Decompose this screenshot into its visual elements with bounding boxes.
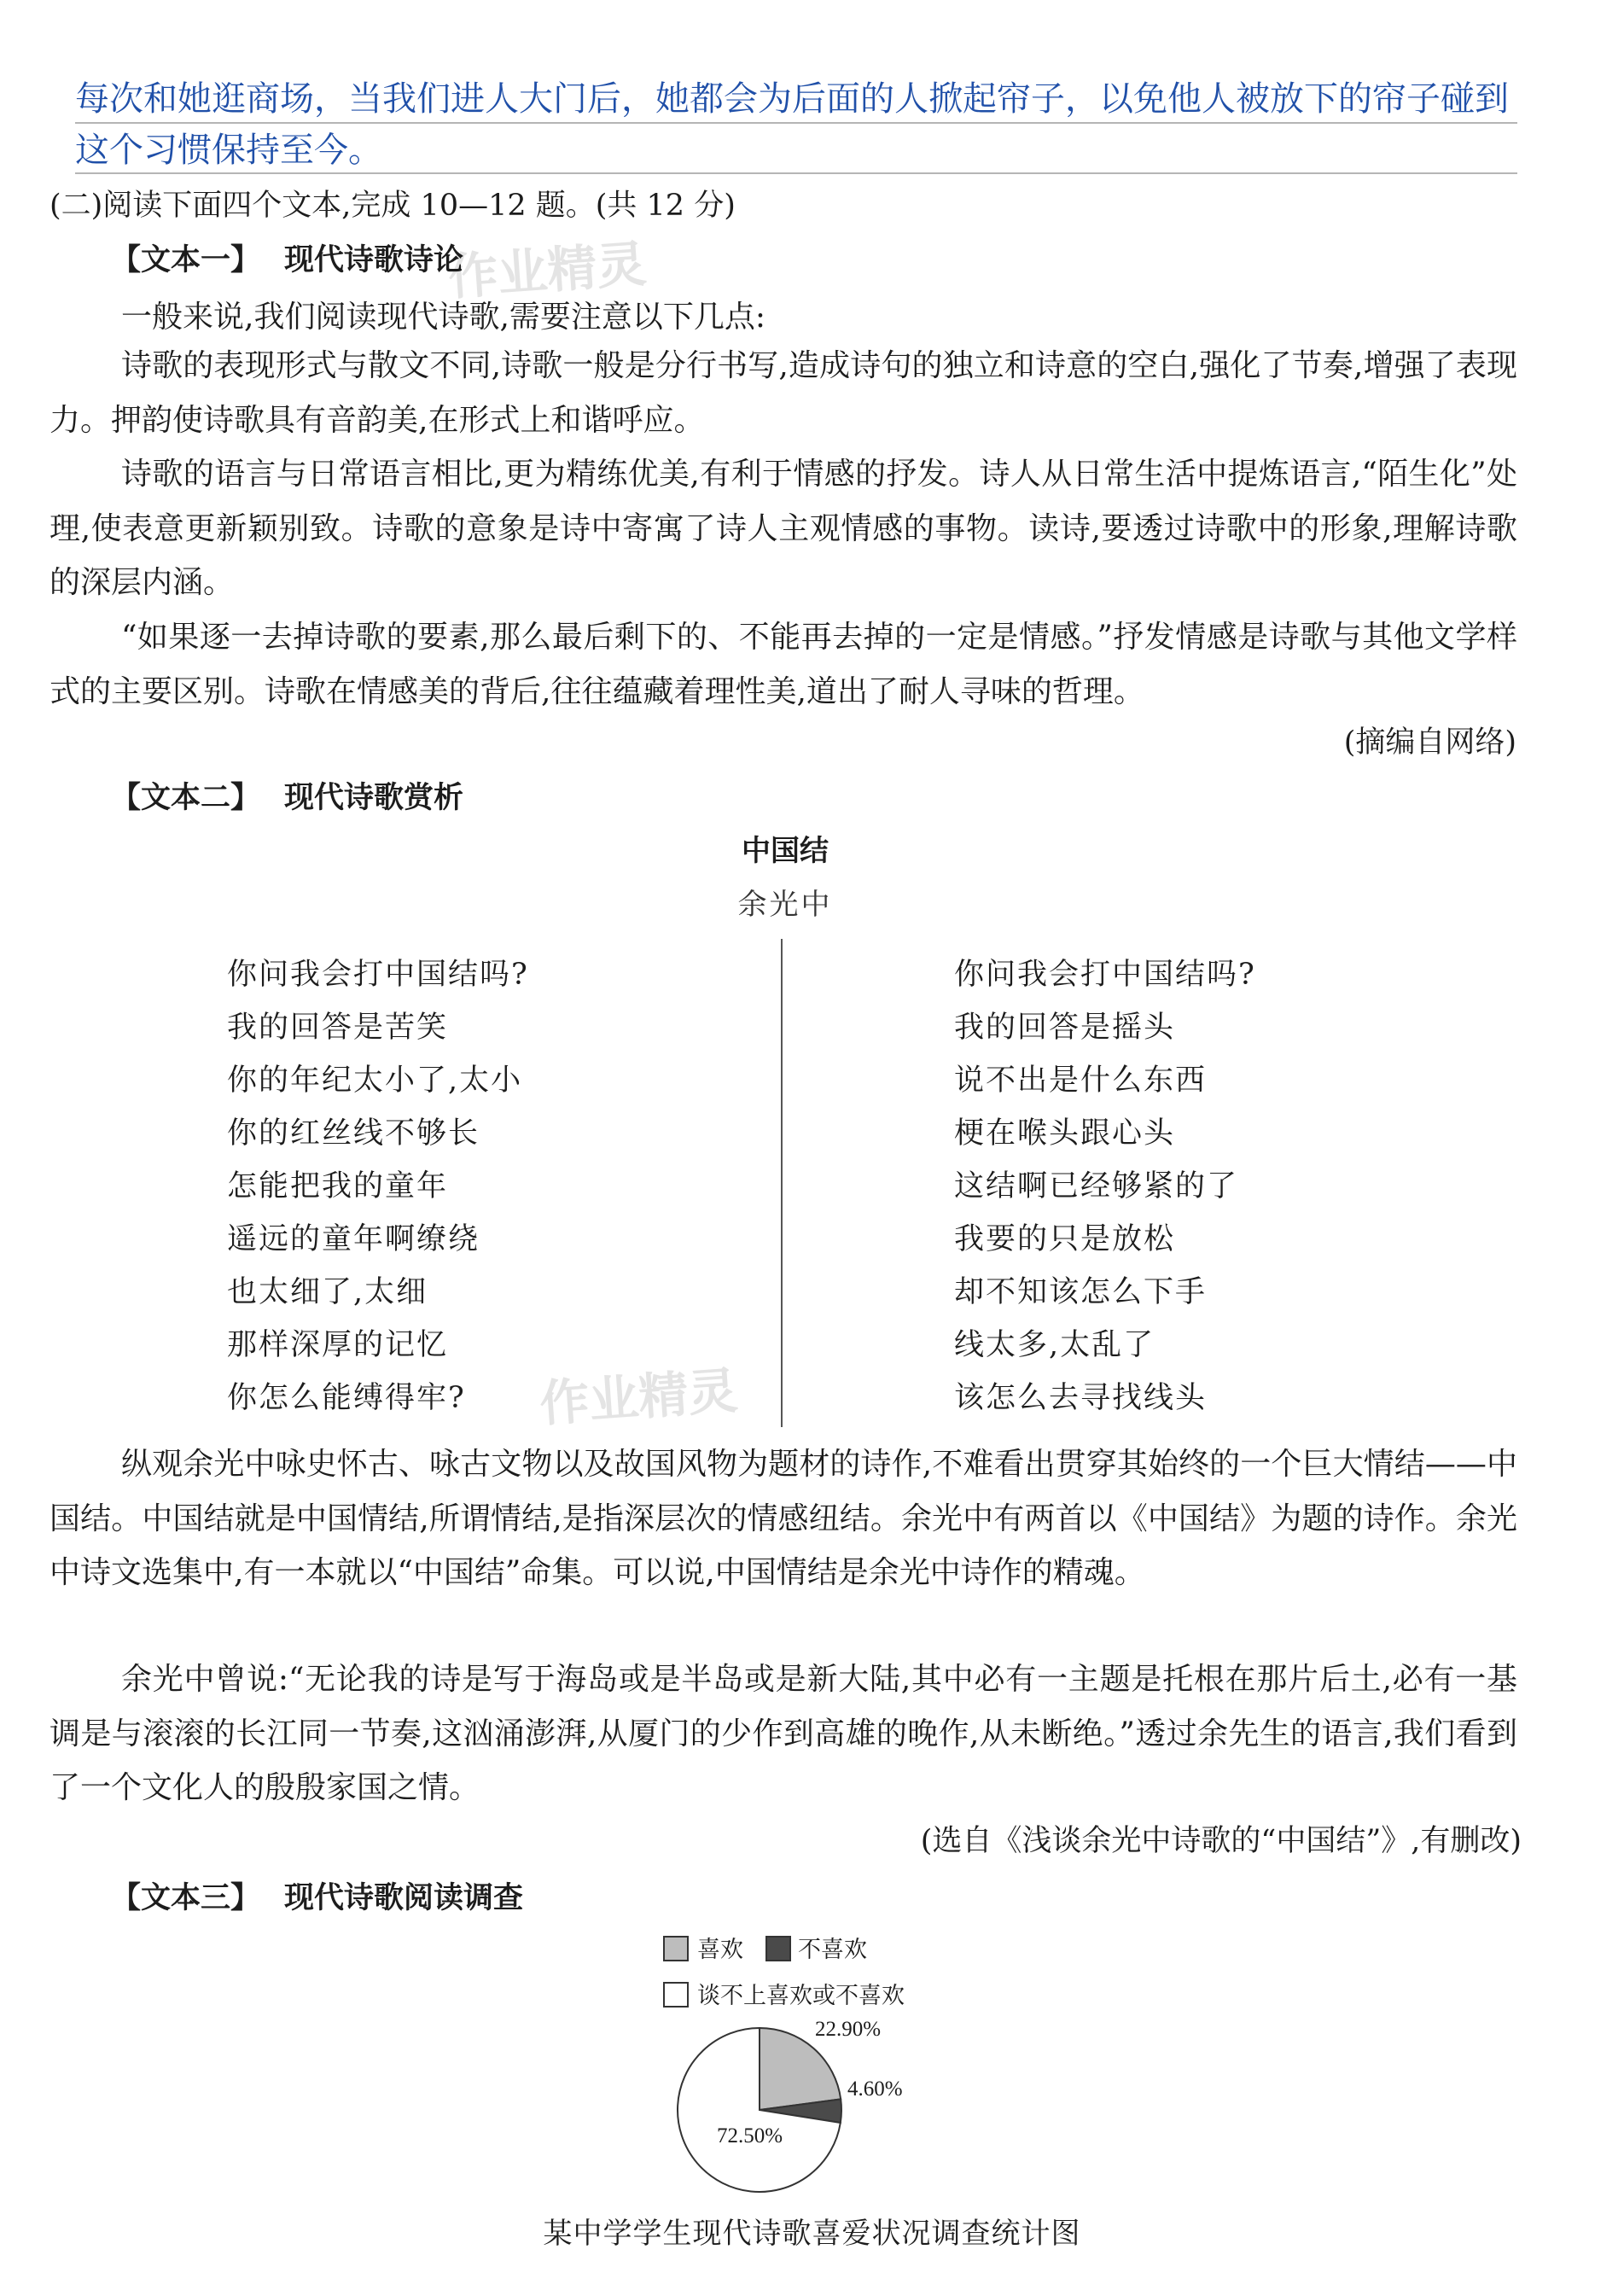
answer-rule-2	[75, 172, 1517, 174]
left-stanza-line: 你的红丝线不够长	[227, 1116, 480, 1151]
legend-label-dislike: 不喜欢	[798, 1937, 867, 1963]
legend-swatch-like	[663, 1936, 689, 1961]
right-stanza-line: 线太多,太乱了	[954, 1328, 1155, 1362]
stanza-divider	[781, 939, 783, 1427]
pie-label-like: 22.90%	[815, 2018, 882, 2041]
left-stanza-line: 你的年纪太小了,太小	[227, 1064, 523, 1098]
right-stanza-line: 却不知该怎么下手	[954, 1275, 1208, 1309]
right-stanza-line: 我的回答是摇头	[954, 1011, 1176, 1045]
text1-paragraph-3: “如果逐一去掉诗歌的要素,那么最后剩下的、不能再去掉的一定是情感。”抒发情感是诗歌与其他文学样式的主要区别。诗歌在情感美的背后,往往蕴藏着理性美,道出了耐人寻味的哲理。	[49, 620, 1517, 709]
text1-tag: 【文本一】	[111, 243, 261, 277]
right-stanza-line: 这结啊已经够紧的了	[954, 1169, 1239, 1203]
left-stanza-line: 你怎么能缚得牢?	[227, 1381, 466, 1415]
left-stanza-line: 也太细了,太细	[227, 1275, 428, 1309]
right-stanza-line: 你问我会打中国结吗?	[954, 958, 1256, 992]
left-stanza-line: 那样深厚的记忆	[227, 1328, 449, 1362]
text2-title: 现代诗歌赏析	[284, 781, 464, 815]
handwritten-answer-line-2: 这个习惯保持至今。	[75, 131, 382, 170]
right-stanza-line: 我要的只是放松	[954, 1222, 1176, 1256]
watermark-top: 作业精灵	[446, 234, 649, 306]
text1-paragraph-1: 诗歌的表现形式与散文不同,诗歌一般是分行书写,造成诗句的独立和诗意的空白,强化了节奏,增强了表现力。押韵使诗歌具有音韵美,在形式上和谐呼应。	[49, 348, 1517, 438]
legend-label-like: 喜欢	[697, 1937, 743, 1963]
right-stanza-line: 梗在喉头跟心头	[954, 1116, 1176, 1151]
handwritten-answer-line-1: 每次和她逛商场，当我们进人大门后，她都会为后面的人掀起帘子，以免他人被放下的帘子碰到	[75, 79, 1509, 119]
chart-title: 某中学学生现代诗歌喜爱状况调查统计图	[543, 2217, 1081, 2251]
legend-swatch-neutral	[663, 1982, 689, 2008]
answer-rule-1	[75, 122, 1517, 124]
text1-title: 现代诗歌诗论	[284, 243, 464, 277]
text1-lead: 一般来说,我们阅读现代诗歌,需要注意以下几点:	[121, 300, 766, 335]
right-stanza-line: 说不出是什么东西	[954, 1064, 1208, 1098]
text2-paragraph-1: 纵观余光中咏史怀古、咏古文物以及故国风物为题材的诗作,不难看出贯穿其始终的一个巨大情结——中国结。中国结就是中国情结,所谓情结,是指深层次的情感纽结。余光中有两首以《中国结》为题的诗作。余光中诗文选集中,有一本就以“中国结”命集。可以说,中国情结是余光中诗作的精魂。	[49, 1447, 1517, 1590]
text1-heading	[111, 243, 464, 277]
left-stanza-line: 怎能把我的童年	[227, 1169, 449, 1203]
text3-title: 现代诗歌阅读调查	[284, 1881, 524, 1915]
section-intro: (二)阅读下面四个文本,完成 10—12 题。(共 12 分)	[49, 189, 736, 223]
pie-label-neutral: 72.50%	[717, 2124, 783, 2147]
text2-heading	[111, 781, 464, 815]
legend-swatch-dislike	[765, 1936, 791, 1961]
left-stanza-line: 我的回答是苦笑	[227, 1011, 449, 1045]
pie-label-dislike: 4.60%	[847, 2077, 903, 2101]
right-stanza-line: 该怎么去寻找线头	[954, 1381, 1208, 1415]
watermark-middle: 作业精灵	[538, 1361, 740, 1433]
text3-heading	[111, 1881, 524, 1915]
text1-paragraph-2: 诗歌的语言与日常语言相比,更为精练优美,有利于情感的抒发。诗人从日常生活中提炼语言,“陌生化”处理,使表意更新颖别致。诗歌的意象是诗中寄寓了诗人主观情感的事物。读诗,要透过诗歌中的形象,理解诗歌的深层内涵。	[49, 457, 1517, 600]
text2-tag: 【文本二】	[111, 781, 261, 815]
text2-paragraph-2: 余光中曾说:“无论我的诗是写于海岛或是半岛或是新大陆,其中必有一主题是托根在那片后土,必有一基调是与滚滚的长江同一节奏,这汹涌澎湃,从厦门的少作到高雄的晚作,从未断绝。”透过余先生的语言,我们看到了一个文化人的殷殷家国之情。	[49, 1662, 1517, 1805]
left-stanza-line: 遥远的童年啊缭绕	[227, 1222, 480, 1256]
legend-label-neutral: 谈不上喜欢或不喜欢	[697, 1983, 905, 2009]
text2-source: (选自《浅谈余光中诗歌的“中国结”》,有删改)	[920, 1824, 1522, 1858]
poem-author: 余光中	[737, 888, 833, 922]
left-stanza-line: 你问我会打中国结吗?	[227, 958, 529, 992]
pie-chart	[674, 2025, 845, 2195]
poem-title: 中国结	[742, 834, 829, 868]
text3-tag: 【文本三】	[111, 1881, 261, 1915]
text1-source: (摘编自网络)	[1343, 726, 1516, 760]
